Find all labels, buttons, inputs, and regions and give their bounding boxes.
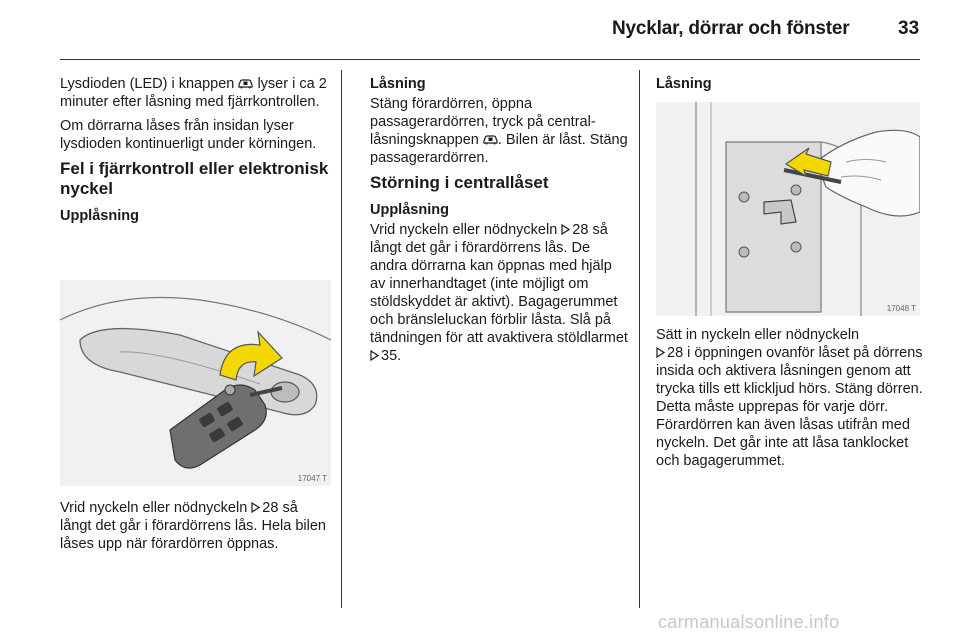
triangle-crossref-icon: [656, 347, 665, 358]
text-span: Sätt in nyckeln eller nödnyckeln: [656, 327, 860, 343]
triangle-crossref-icon: [561, 224, 570, 235]
text-span: 28 så långt det går i förardörrens lås. De andra dörrarna kan öppnas med hjälp av innerhandtaget (inte möjligt om stöldskyddet är aktivt). Bagagerummet och bränsleluckan förblir låsta. Slå på tändningen för att avaktivera stöldlarmet: [370, 222, 628, 346]
inside-lock-paragraph: Om dörrarna låses från insidan lyser lysdioden kontinuerligt under körningen.: [60, 118, 317, 152]
text-span: 35.: [381, 348, 402, 364]
text-span: 28 så långt det går i förardörrens lås. Hela bilen låses upp när förardörren öppnas.: [60, 500, 326, 552]
column-1-lower: [60, 499, 332, 559]
column-3: [656, 75, 924, 95]
text-span: 28 i öppningen ovanför låset på dörrens insida och aktivera låsningen genom att trycka tills ett klickljud hörs. Stäng dörren. Detta måste upprepas för varje dörr. Förardörren kan även låsas utifrån med nyckeln. Det går inte att låsa tanklocket och bagagerummet.: [656, 345, 923, 469]
text-span: Vrid nyckeln eller nödnyckeln: [370, 222, 558, 238]
page-title: Nycklar, dörrar och fönster: [612, 18, 850, 39]
column-divider: [639, 70, 640, 608]
column-1: [60, 75, 332, 227]
key-in-door-lock-illustration: [60, 280, 331, 486]
column-divider: [341, 70, 342, 608]
text-span: Stäng förardörren, öppna passagerardörren, tryck på centrallåsningsknappen: [370, 96, 596, 148]
triangle-crossref-icon: [251, 502, 260, 513]
triangle-crossref-icon: [370, 350, 379, 361]
figure-code: 17048 T: [886, 304, 916, 313]
figure-code: 17047 T: [297, 474, 327, 483]
subheading-unlocking: Upplåsning: [60, 208, 139, 224]
page-number: 33: [898, 18, 920, 39]
text-span: Lysdioden (LED) i knappen: [60, 76, 235, 92]
door-handle-key-drawing: [60, 280, 331, 486]
column-3-lower: [656, 326, 924, 476]
inside-locking-instruction: [656, 326, 924, 470]
subheading-locking: Låsning: [656, 76, 712, 92]
unlock-instruction: [60, 499, 332, 553]
section-heading: Fel i fjärrkontroll eller elektronisk nyckel: [60, 159, 329, 198]
column-2: [370, 75, 630, 371]
door-inside-lock-illustration: [656, 102, 920, 316]
subheading-unlocking: Upplåsning: [370, 202, 449, 218]
text-span: lyser i ca 2 minuter efter låsning med fjärrkontrollen.: [60, 76, 327, 110]
car-lock-icon: [483, 133, 498, 145]
subheading-locking: Låsning: [370, 76, 426, 92]
door-edge-key-drawing: [656, 102, 920, 316]
locking-paragraph: [370, 95, 630, 167]
text-span: . Bilen är låst. Stäng passagerardörren.: [370, 132, 628, 166]
section-heading: Störning i centrallåset: [370, 173, 549, 192]
led-paragraph: [60, 75, 332, 111]
central-lock-fault-paragraph: [370, 221, 630, 365]
text-span: Vrid nyckeln eller nödnyckeln: [60, 500, 248, 516]
car-lock-icon: [238, 77, 253, 89]
header-divider: [60, 59, 920, 60]
watermark: carmanualsonline.info: [658, 612, 840, 632]
